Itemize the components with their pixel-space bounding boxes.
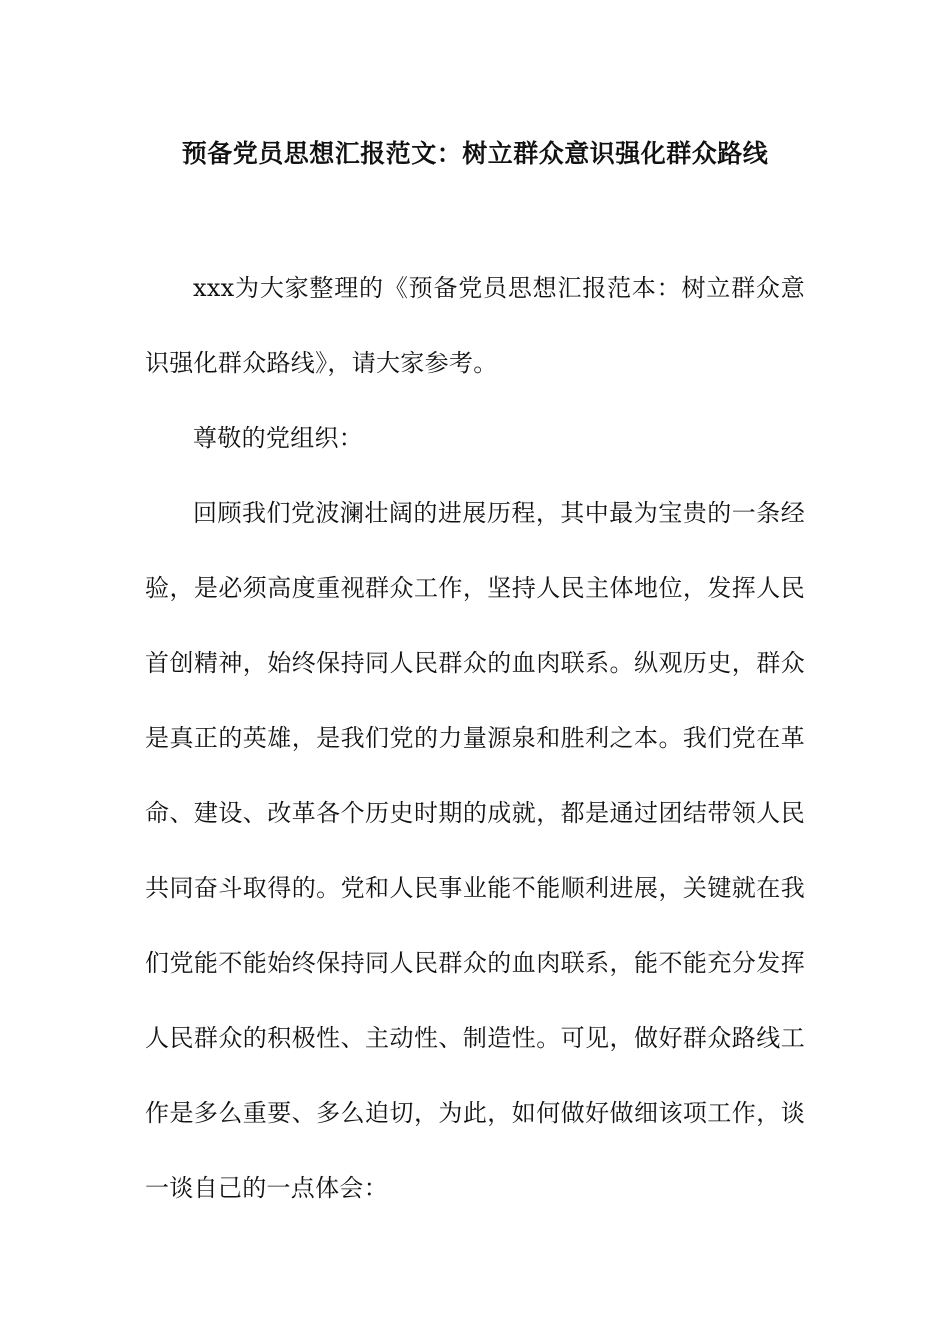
document-title: 预备党员思想汇报范文：树立群众意识强化群众路线 (181, 139, 769, 168)
main-paragraph: 回顾我们党波澜壮阔的进展历程，其中最为宝贵的一条经验，是必须高度重视群众工作，坚持人民主体地位，发挥人民首创精神，始终保持同人民群众的血肉联系。纵观历史，群众是真正的英雄，是我们党的力量源泉和胜利之本。我们党在革命、建设、改革各个历史时期的成就，都是通过团结带领人民共同奋斗取得的。党和人民事业能不能顺利进展，关键就在我们党能不能始终保持同人民群众的血肉联系，能不能充分发挥人民群众的积极性、主动性、制造性。可见，做好群众路线工作是多么重要、多么迫切，为此，如何做好做细该项工作，谈一谈自己的一点体会： (145, 499, 805, 1202)
intro-paragraph: xxx为大家整理的《预备党员思想汇报范本：树立群众意识强化群众路线》，请大家参考。 (145, 274, 805, 377)
document-body (145, 251, 805, 1226)
salutation-paragraph: 尊敬的党组织： (193, 424, 364, 452)
